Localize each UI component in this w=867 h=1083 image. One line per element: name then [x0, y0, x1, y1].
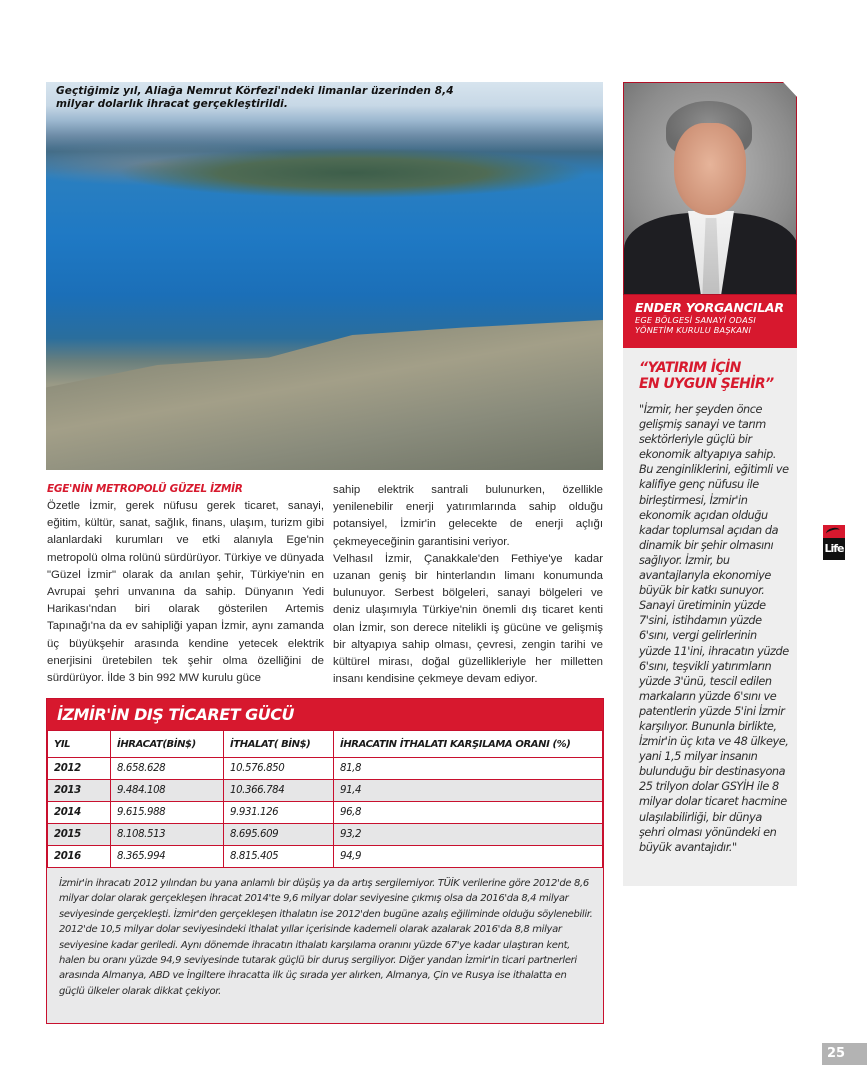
trade-power-box: [46, 698, 604, 1024]
quote-box: [623, 348, 797, 886]
photo-industrial-land: [46, 320, 603, 470]
table-row: [48, 824, 603, 846]
article-paragraph: Velhasıl İzmir, Çanakkale'den Fethiye'ye kadar uzanan geniş bir hinterlandın limanı konumunda bulunuyor. Serbest bölgeleri, sanayi bölgeleri ve deniz ulaşımıyla Türkiye'nin önemli dış ticaret kenti olan İzmir, son derece nitelikli iş gücüne ve gelişmiş bir altyapıya sahip olması, çevresi, zengin tarihi ve kültürel mirası, doğal güzellikleriyle her milletten insanı kendisine çekmeye devam ediyor.: [333, 552, 603, 686]
aerial-port-photo: [46, 82, 603, 470]
cell-year: 2015: [48, 824, 111, 846]
cell-imports: 10.366.784: [224, 780, 334, 802]
cell-ratio: 94,9: [334, 846, 603, 868]
cell-year: 2014: [48, 802, 111, 824]
table-row: [48, 780, 603, 802]
table-header-row: [48, 731, 603, 758]
column-header-exports: İHRACAT(BİN$): [111, 731, 224, 758]
page-number: 25: [822, 1043, 867, 1065]
cell-year: 2013: [48, 780, 111, 802]
logo-text: Life: [823, 538, 845, 560]
article-sub-heading: EGE'NİN METROPOLÜ GÜZEL İZMİR: [47, 483, 243, 495]
person-name: ENDER YORGANCILAR: [635, 300, 784, 315]
person-role-line-1: EGE BÖLGESİ SANAYİ ODASI: [635, 315, 756, 325]
cell-exports: 8.108.513: [111, 824, 224, 846]
table-row: [48, 758, 603, 780]
cell-exports: 8.658.628: [111, 758, 224, 780]
cell-ratio: 93,2: [334, 824, 603, 846]
cell-year: 2012: [48, 758, 111, 780]
cell-ratio: 91,4: [334, 780, 603, 802]
cell-exports: 9.615.988: [111, 802, 224, 824]
column-header-year: YIL: [48, 731, 111, 758]
portrait-photo: [623, 82, 797, 295]
life-section-logo-icon: [823, 525, 845, 560]
cell-imports: 10.576.850: [224, 758, 334, 780]
cell-imports: 8.815.405: [224, 846, 334, 868]
quote-text: "İzmir, her şeyden önce gelişmiş sanayi ve tarım sektörleriyle güçlü bir ekonomik altyapıya sahip. Bu zenginliklerini, eğitimli ve kalifiye genç nüfusu ile birleştirmesi, İzmir'in ekonomik açıdan olduğu kadar toplumsal açıdan da dinamik bir şehir olmasını sağlıyor. İzmir, bu avantajlarıyla ekonomiye büyük bir katkı sunuyor. Sanayi üretiminin yüzde 7'sini, istihdamın yüzde 6'sını, vergi gelirlerinin yüzde 11'ini, ihracatın yüzde 6'sını, teşvikli yatırımların yüzde 3'ünü, tescil edilen markaların yüzde 6'sını ve patentlerin yüzde 5'ini İzmir karşılıyor. Bununla birlikte, İzmir'in üç kıta ve 48 ülkeye, yani 1,5 milyar insanın bulunduğu bir destinasyona 25 trilyon dolar GSYİH ile 8 milyar dolar ticaret hacmine ulaşılabilirliği, bir dünya şehri olması yönündeki en büyük avantajıdır.": [639, 403, 789, 854]
logo-red-top: [823, 525, 845, 538]
photo-caption: Geçtiğimiz yıl, Aliağa Nemrut Körfezi'ndeki limanlar üzerinden 8,4 milyar dolarlık ihracat gerçekleştirildi.: [56, 85, 454, 110]
cell-imports: 9.931.126: [224, 802, 334, 824]
profile-card: [623, 82, 797, 348]
article-paragraph: sahip elektrik santrali bulunurken, özellikle yenilenebilir enerji yatırımlarında sahip olduğu potansiyel, İzmir'in gelecekte de enerji açlığı çekmeyeceğinin garantisini veriyor.: [333, 484, 603, 548]
cell-exports: 8.365.994: [111, 846, 224, 868]
cell-exports: 9.484.108: [111, 780, 224, 802]
trade-box-note: İzmir'in ihracatı 2012 yılından bu yana anlamlı bir düşüş ya da artış sergilemiyor. TÜİK verilerine göre 2012'de 8,6 milyar dolar olarak gerçekleşen ihracat 2014'te 9,6 milyar dolar seviyesine çıkmış olsa da 2016'da 8,4 milyar seviyesinde gerçekleşti. İzmir'den gerçekleşen ithalatın ise 2012'den bugüne azalış eğiliminde olduğu söylenebilir. 2012'de 10,5 milyar dolar seviyesindeki ithalat yıllar içerisinde kademeli olarak azalarak 2016'da 8,8 milyar seviyesine kadar geriledi. Aynı dönemde ihracatın ithalatı karşılama oranını yüzde 67'ye kadar ulaştıran kent, halen bu oranı yüzde 94,9 seviyesinde tutarak güçlü bir duruş sergiliyor. Diğer yandan İzmir'in ticari partnerleri arasında Almanya, ABD ve İngiltere ihracatta ilk üç sırada yer alırken, Almanya, Çin ve Rusya ise ithalatta en güçlü ülkeler olarak dikkat çekiyor.: [59, 878, 593, 997]
cell-imports: 8.695.609: [224, 824, 334, 846]
table-row: [48, 802, 603, 824]
cell-year: 2016: [48, 846, 111, 868]
cell-ratio: 96,8: [334, 802, 603, 824]
photo-hills: [46, 110, 603, 200]
column-header-imports: İTHALAT( BİN$): [224, 731, 334, 758]
column-header-coverage-ratio: İHRACATIN İTHALATI KARŞILAMA ORANI (%): [334, 731, 603, 758]
article-column-1: [47, 482, 324, 687]
article-column-2: [333, 482, 603, 688]
person-role-line-2: YÖNETİM KURULU BAŞKANI: [635, 325, 752, 335]
quote-title-line-2: EN UYGUN ŞEHİR”: [639, 376, 774, 392]
cell-ratio: 81,8: [334, 758, 603, 780]
table-row: [48, 846, 603, 868]
trade-table: [47, 730, 603, 868]
nameplate: [623, 295, 797, 348]
quote-title-line-1: “YATIRIM İÇİN: [639, 360, 741, 376]
quote-title: [639, 360, 789, 392]
portrait-face: [674, 123, 746, 215]
article-paragraph: Özetle İzmir, gerek nüfusu gerek ticaret, sanayi, eğitim, kültür, sanat, sağlık, finans, ulaşım, turizm gibi alanlardaki kurumları ve etki alanıyla Ege'nin metropolü olma rolünü sürdürüyor. Türkiye ve dünyada "Güzel İzmir" olarak da anılan şehir, Türkiye'nin en Avrupai şehri unvanına da sahip. Dünyanın Yedi Harikası'ndan biri olarak gösterilen Artemis Tapınağı'na da ev sahipliği yapan İzmir, aynı zamanda üç büyükşehir arasında kendine yetecek elektrik enerjisini üretebilen tek şehir olma özelliğini de sürdürüyor. İlde 3 bin 992 MW kurulu güce: [47, 500, 324, 685]
trade-box-title: İZMİR'İN DIŞ TİCARET GÜCÜ: [47, 699, 603, 730]
